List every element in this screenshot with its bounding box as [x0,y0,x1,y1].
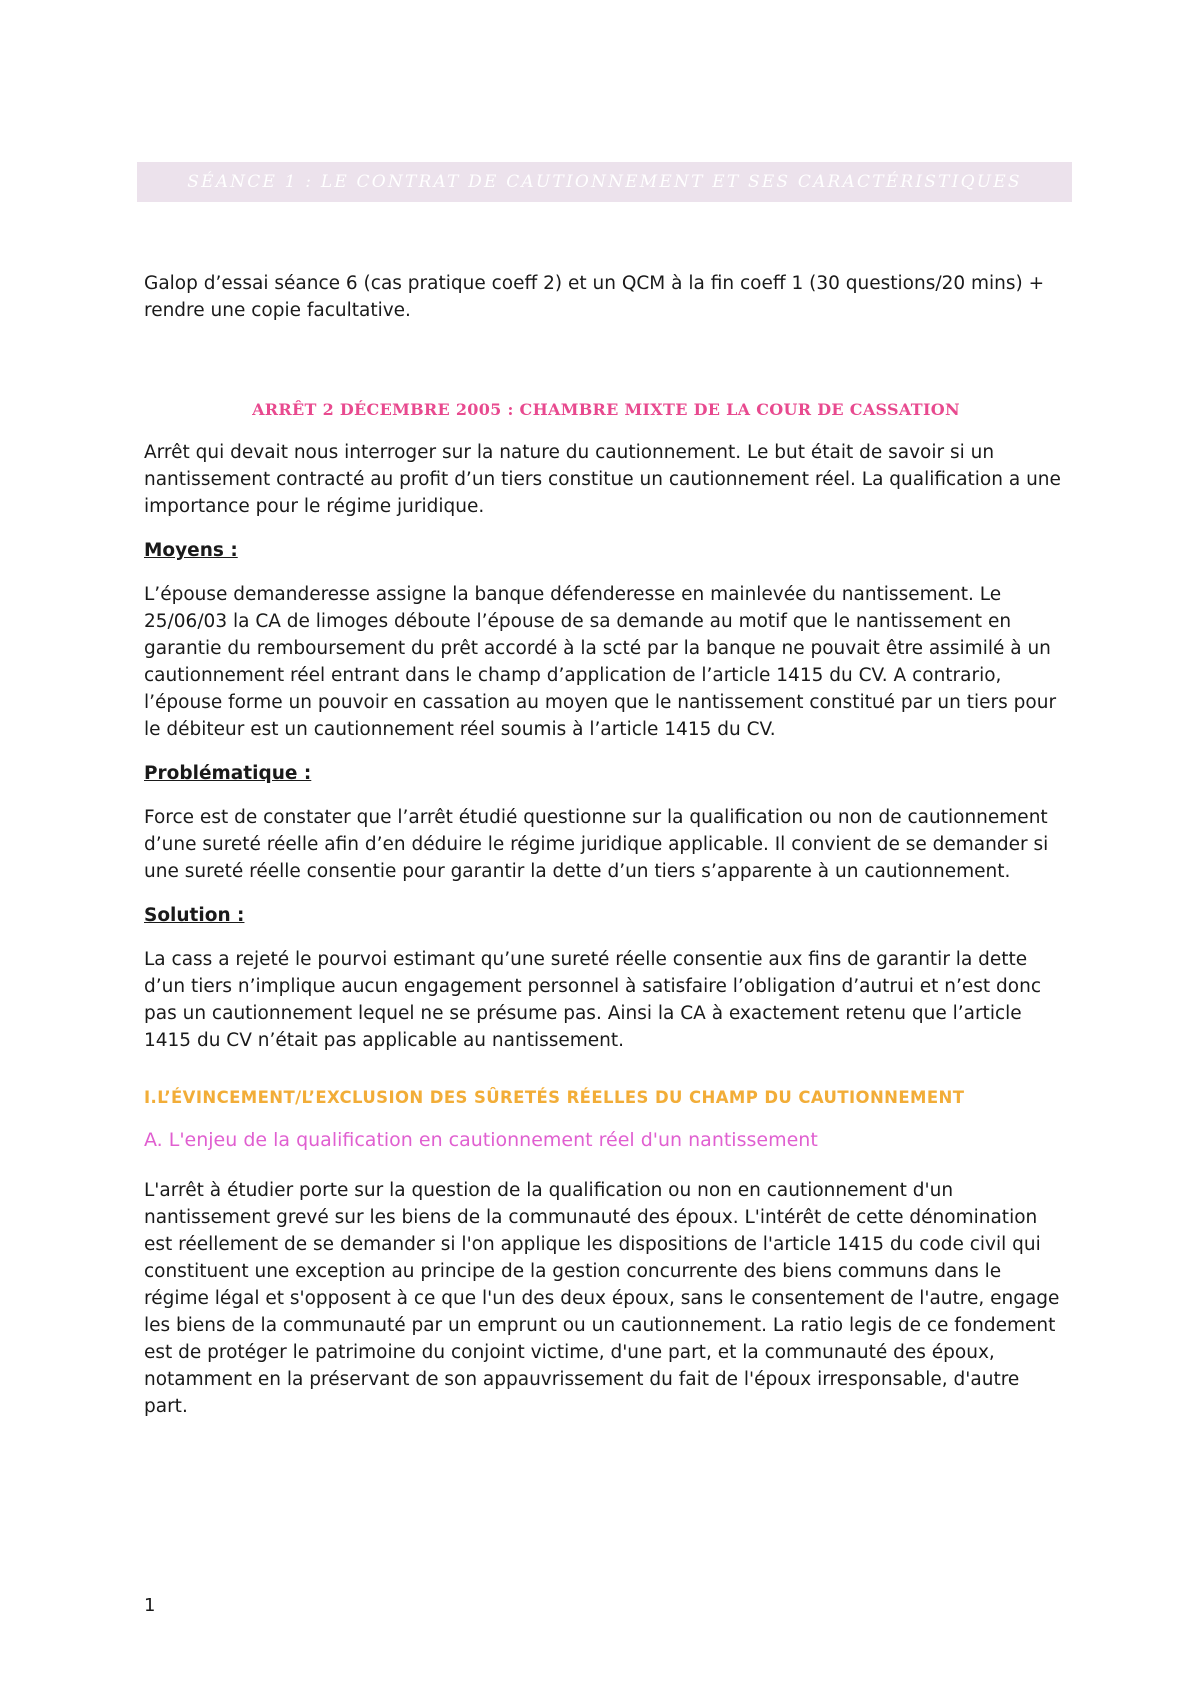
moyens-label: Moyens : [144,540,238,561]
document-content [144,270,1068,1420]
session-title: SÉANCE 1 : LE CONTRAT DE CAUTIONNEMENT ET SES CARACTÉRISTIQUES [187,172,1022,192]
part1-paragraph: L'arrêt à étudier porte sur la question de la qualification ou non en cautionnement d'un nantissement grevé sur les biens de la communauté des époux. L'intérêt de cette dénomination est réellement de se demander si l'on applique les dispositions de l'article 1415 du code civil qui constituent une exception au principe de la gestion concurrente des biens communs dans le régime légal et s'opposent à ce que l'un des deux époux, sans le consentement de l'autre, engage les biens de la communauté par un emprunt ou un cautionnement. La ratio legis de ce fondement est de protéger le patrimoine du conjoint victime, d'une part, et la communauté des époux, notamment en la préservant de son appauvrissement du fait de l'époux irresponsable, d'autre part. [144,1180,1060,1417]
page-number: 1 [144,1595,156,1616]
problematique-label: Problématique : [144,763,312,784]
solution-label: Solution : [144,905,245,926]
part1-subheading: A. L'enjeu de la qualification en cautionnement réel d'un nantissement [144,1129,818,1151]
solution-paragraph: La cass a rejeté le pourvoi estimant qu’une sureté réelle consentie aux fins de garantir la dette d’un tiers n’implique aucun engagement personnel à satisfaire l’obligation d’autrui et n’est donc pas un cautionnement lequel ne se présume pas. Ainsi la CA à exactement retenu que l’article 1415 du CV n’était pas applicable au nantissement. [144,949,1042,1051]
arret-summary-paragraph: Arrêt qui devait nous interroger sur la nature du cautionnement. Le but était de savoir si un nantissement contracté au profit d’un tiers constitue un cautionnement réel. La qualification a une importance pour le régime juridique. [144,442,1061,517]
problematique-paragraph: Force est de constater que l’arrêt étudié questionne sur la qualification ou non de cautionnement d’une sureté réelle afin d’en déduire le régime juridique applicable. Il convient de se demander si une sureté réelle consentie pour garantir la dette d’un tiers s’apparente à un cautionnement. [144,807,1049,882]
session-title-banner [137,162,1072,202]
intro-paragraph: Galop d’essai séance 6 (cas pratique coeff 2) et un QCM à la fin coeff 1 (30 questions/20 mins) + rendre une copie facultative. [144,273,1045,321]
arret-heading: ARRÊT 2 DÉCEMBRE 2005 : CHAMBRE MIXTE DE LA COUR DE CASSATION [252,400,960,419]
moyens-paragraph: L’épouse demanderesse assigne la banque défenderesse en mainlevée du nantissement. Le 25/06/03 la CA de limoges déboute l’épouse de sa demande au motif que le nantissement en garantie du remboursement du prêt accordé à la scté par la banque ne pouvait être assimilé à un cautionnement réel entrant dans le champ d’application de l’article 1415 du CV. A contrario, l’épouse forme un pouvoir en cassation au moyen que le nantissement constitué par un tiers pour le débiteur est un cautionnement réel soumis à l’article 1415 du CV. [144,584,1057,740]
part1-heading: I.L’ÉVINCEMENT/L’EXCLUSION DES SÛRETÉS RÉELLES DU CHAMP DU CAUTIONNEMENT [144,1088,965,1107]
